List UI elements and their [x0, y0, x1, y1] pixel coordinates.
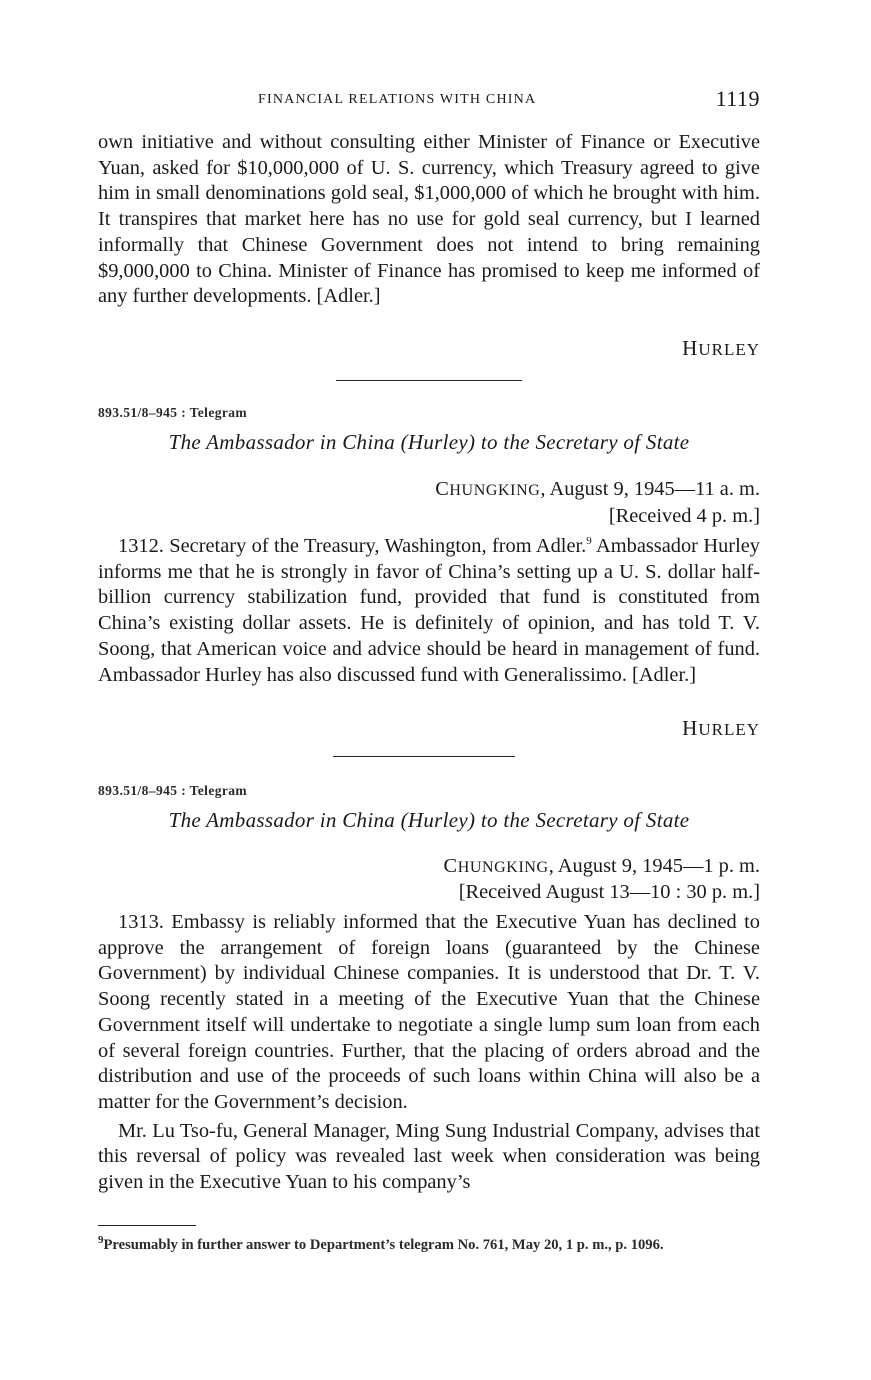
doc1-body — [98, 534, 760, 688]
footnote — [98, 1236, 760, 1254]
doc1-heading-name: Hurley — [407, 430, 469, 454]
footnote-text: Presumably in further answer to Department’s telegram No. 761, May 20, 1 p. m., p. 1096. — [103, 1237, 664, 1253]
signature-initial: H — [682, 716, 699, 740]
doc1-received: [Received 4 p. m.] — [608, 505, 760, 527]
continued-paragraph: own initiative and without consulting either Minister of Finance or Executive Yuan, asked for $10,000,000 of U. S. currency, which Treasury agreed to give him in small denominations gold seal, $1,000,000 of which he brought with him. It transpires that market here has no use for gold seal currency, but I learned informally that Chinese Government does not intend to bring remaining $9,000,000 to China. Minister of Finance has promised to keep me informed of any further developments. [Adler.] — [98, 131, 760, 308]
doc1-file-reference: 893.51/8–945 : Telegram — [98, 405, 248, 420]
doc2-dateline — [443, 855, 760, 878]
section-divider-2 — [333, 756, 515, 757]
page-number: 1119 — [715, 86, 760, 111]
doc1-dateline-place: CHUNGKING — [435, 478, 541, 500]
doc1-heading — [98, 430, 760, 455]
doc1-paragraph: 1312. Secretary of the Treasury, Washington, from Adler.$^9$ Ambassador Hurley informs me that he is strongly in favor of China’s setting up a U. S. dollar half-billion currency stabilization fund, provided that fund is constituted from China’s existing dollar assets. He is definitely of opinion, and has told T. V. Soong, that American voice and advice should be heard in management of fund. Ambassador Hurley has also discussed fund with Generalissimo. [Adler.] — [98, 535, 760, 686]
signature-hurley-1 — [682, 336, 760, 361]
doc2-heading — [98, 808, 760, 833]
signature-rest: URLEY — [698, 720, 760, 739]
doc2-dateline-place: CHUNGKING — [443, 855, 549, 877]
signature-rest: URLEY — [698, 340, 760, 359]
doc2-body — [98, 910, 760, 1196]
doc2-heading-pre: The Ambassador in China ( — [168, 808, 408, 832]
doc2-paragraph-1: 1313. Embassy is reliably informed that the Executive Yuan has declined to approve the arrangement of foreign loans (guaranteed by the Chinese Government) by individual Chinese companies. It is understood that Dr. T. V. Soong recently stated in a meeting of the Executive Yuan that the Chinese Government itself will undertake to negotiate a single lump sum loan from each of several foreign countries. Further, that the placing of orders abroad and the distribution and use of the proceeds of such loans within China will also be a matter for the Government’s decision. — [98, 911, 760, 1113]
footnote-rule — [98, 1225, 196, 1226]
footnote-reference: 9 — [586, 535, 592, 548]
doc2-heading-post: ) to the Secretary of State — [468, 808, 690, 832]
doc1-heading-post: ) to the Secretary of State — [468, 430, 690, 454]
doc2-paragraph-2: Mr. Lu Tso-fu, General Manager, Ming Sung Industrial Company, advises that this reversal of policy was revealed last week when consideration was being given in the Executive Yuan to his company’s — [98, 1119, 760, 1194]
running-title: FINANCIAL RELATIONS WITH CHINA — [258, 92, 537, 107]
doc2-file-reference: 893.51/8–945 : Telegram — [98, 783, 248, 798]
doc2-received: [Received August 13—10 : 30 p. m.] — [458, 881, 760, 903]
signature-hurley-2 — [682, 716, 760, 741]
doc2-heading-name: Hurley — [407, 808, 469, 832]
signature-initial: H — [682, 336, 699, 360]
doc1-dateline-date: , August 9, 1945—11 a. m. — [540, 478, 760, 500]
doc1-heading-pre: The Ambassador in China ( — [168, 430, 408, 454]
doc1-dateline — [435, 478, 760, 501]
footnote-marker: 9 — [98, 1234, 104, 1247]
section-divider-1 — [336, 380, 522, 381]
doc2-dateline-date: , August 9, 1945—1 p. m. — [548, 855, 760, 877]
continued-text — [98, 130, 760, 310]
running-head — [98, 88, 760, 114]
